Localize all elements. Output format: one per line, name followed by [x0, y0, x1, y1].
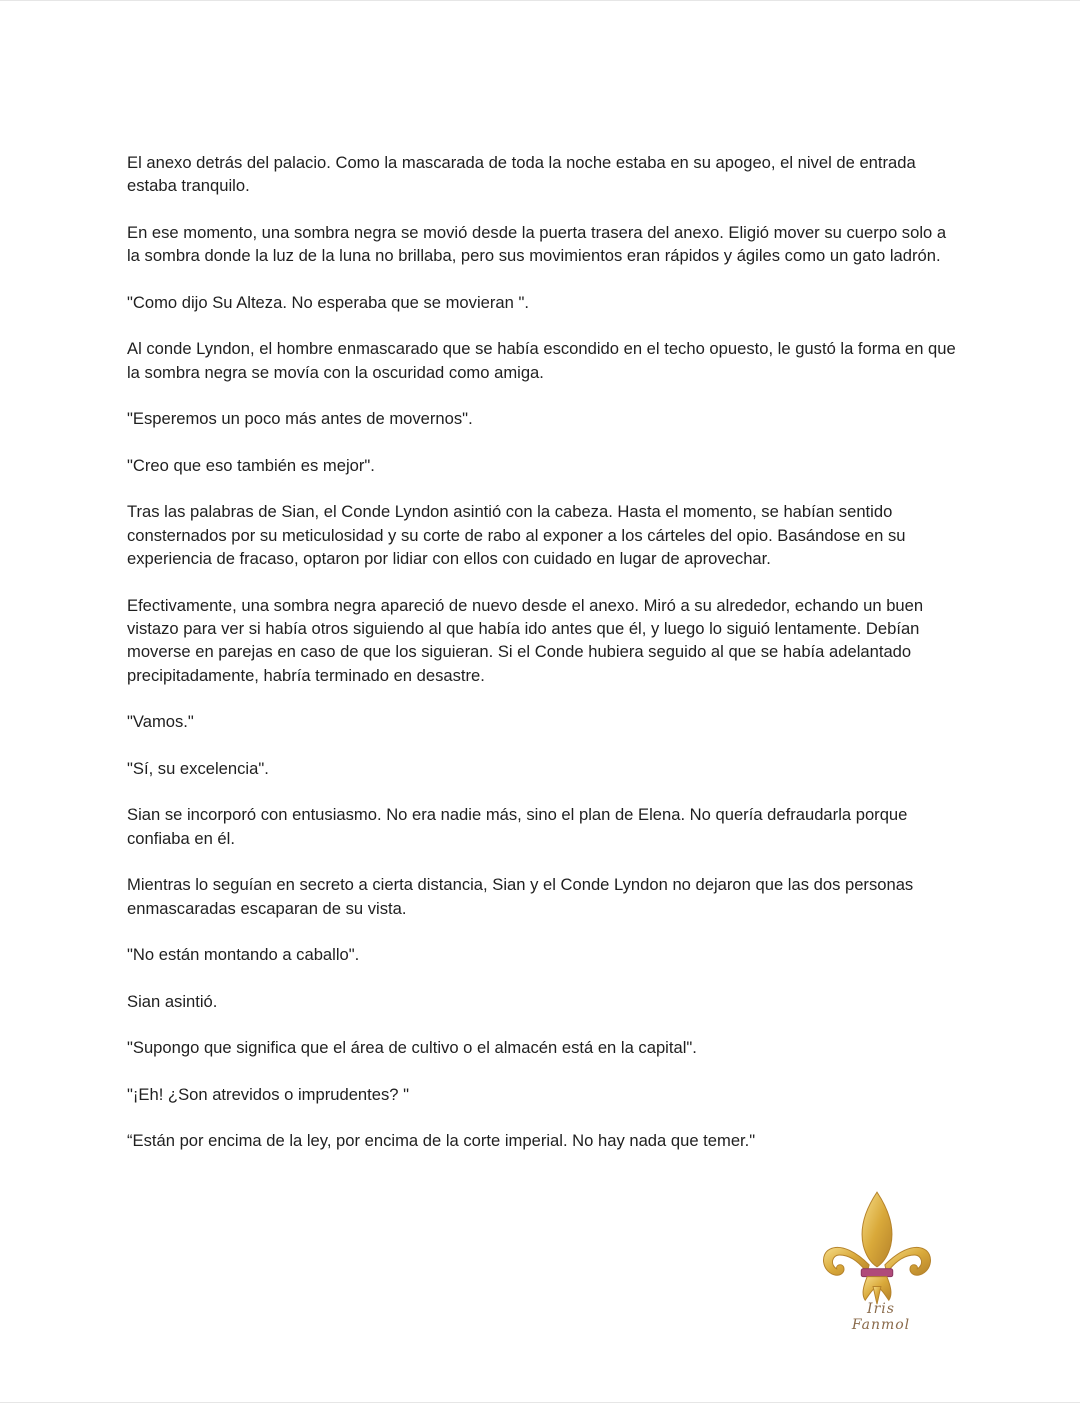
paragraph: Al conde Lyndon, el hombre enmascarado que se había escondido en el techo opuesto, le gustó la forma en que la sombra negra se movía con la oscuridad como amiga. — [127, 339, 956, 382]
paragraph: Mientras lo seguían en secreto a cierta distancia, Sian y el Conde Lyndon no dejaron que las dos personas enmascaradas escaparan de su vista. — [127, 875, 914, 918]
paragraph: "Supongo que significa que el área de cultivo o el almacén está en la capital". — [127, 1038, 697, 1058]
paragraph: En ese momento, una sombra negra se movió desde la puerta trasera del anexo. Eligió mover su cuerpo solo a la sombra donde la luz de la luna no brillaba, pero sus movimientos eran rápidos y ágiles como un gato ladrón. — [127, 222, 947, 266]
paragraph: El anexo detrás del palacio. Como la mascarada de toda la noche estaba en su apogeo, el nivel de entrada estaba tranquilo. — [127, 153, 916, 196]
paragraph: "Esperemos un poco más antes de movernos". — [127, 409, 473, 429]
paragraph: Tras las palabras de Sian, el Conde Lyndon asintió con la cabeza. Hasta el momento, se habían sentido consternados por su meticulosidad y su corte de rabo al exponer a los cárteles del opio. Basándose en su experiencia de fracaso, optaron por lidiar con ellos con cuidado en lugar de aprovechar. — [127, 502, 906, 569]
signature: Iris Fanmol — [851, 1301, 911, 1333]
paragraph: Sian asintió. — [127, 991, 218, 1011]
paragraph: "Vamos." — [127, 712, 194, 732]
paragraph: "No están montando a caballo". — [127, 945, 360, 965]
paragraph: "Como dijo Su Alteza. No esperaba que se movieran ". — [127, 292, 529, 312]
paragraph: "Sí, su excelencia". — [127, 758, 269, 778]
paragraph: "Creo que eso también es mejor". — [127, 455, 375, 475]
paragraph: Efectivamente, una sombra negra apareció de nuevo desde el anexo. Miró a su alrededor, echando un buen vistazo para ver si había otros siguiendo al que había ido antes que él, y luego lo siguió lentamente. Debían moverse en parejas en caso de que los siguieran. Si el Conde hubiera seguido al que se había adelantado precipitadamente, habría terminado en desastre. — [127, 595, 924, 685]
paragraph: "¡Eh! ¿Son atrevidos o imprudentes? " — [127, 1084, 410, 1104]
document-body — [127, 151, 957, 1176]
paragraph: “Están por encima de la ley, por encima de la corte imperial. No hay nada que temer." — [127, 1131, 756, 1151]
paragraph: Sian se incorporó con entusiasmo. No era nadie más, sino el plan de Elena. No quería defraudarla porque confiaba en él. — [127, 805, 908, 848]
